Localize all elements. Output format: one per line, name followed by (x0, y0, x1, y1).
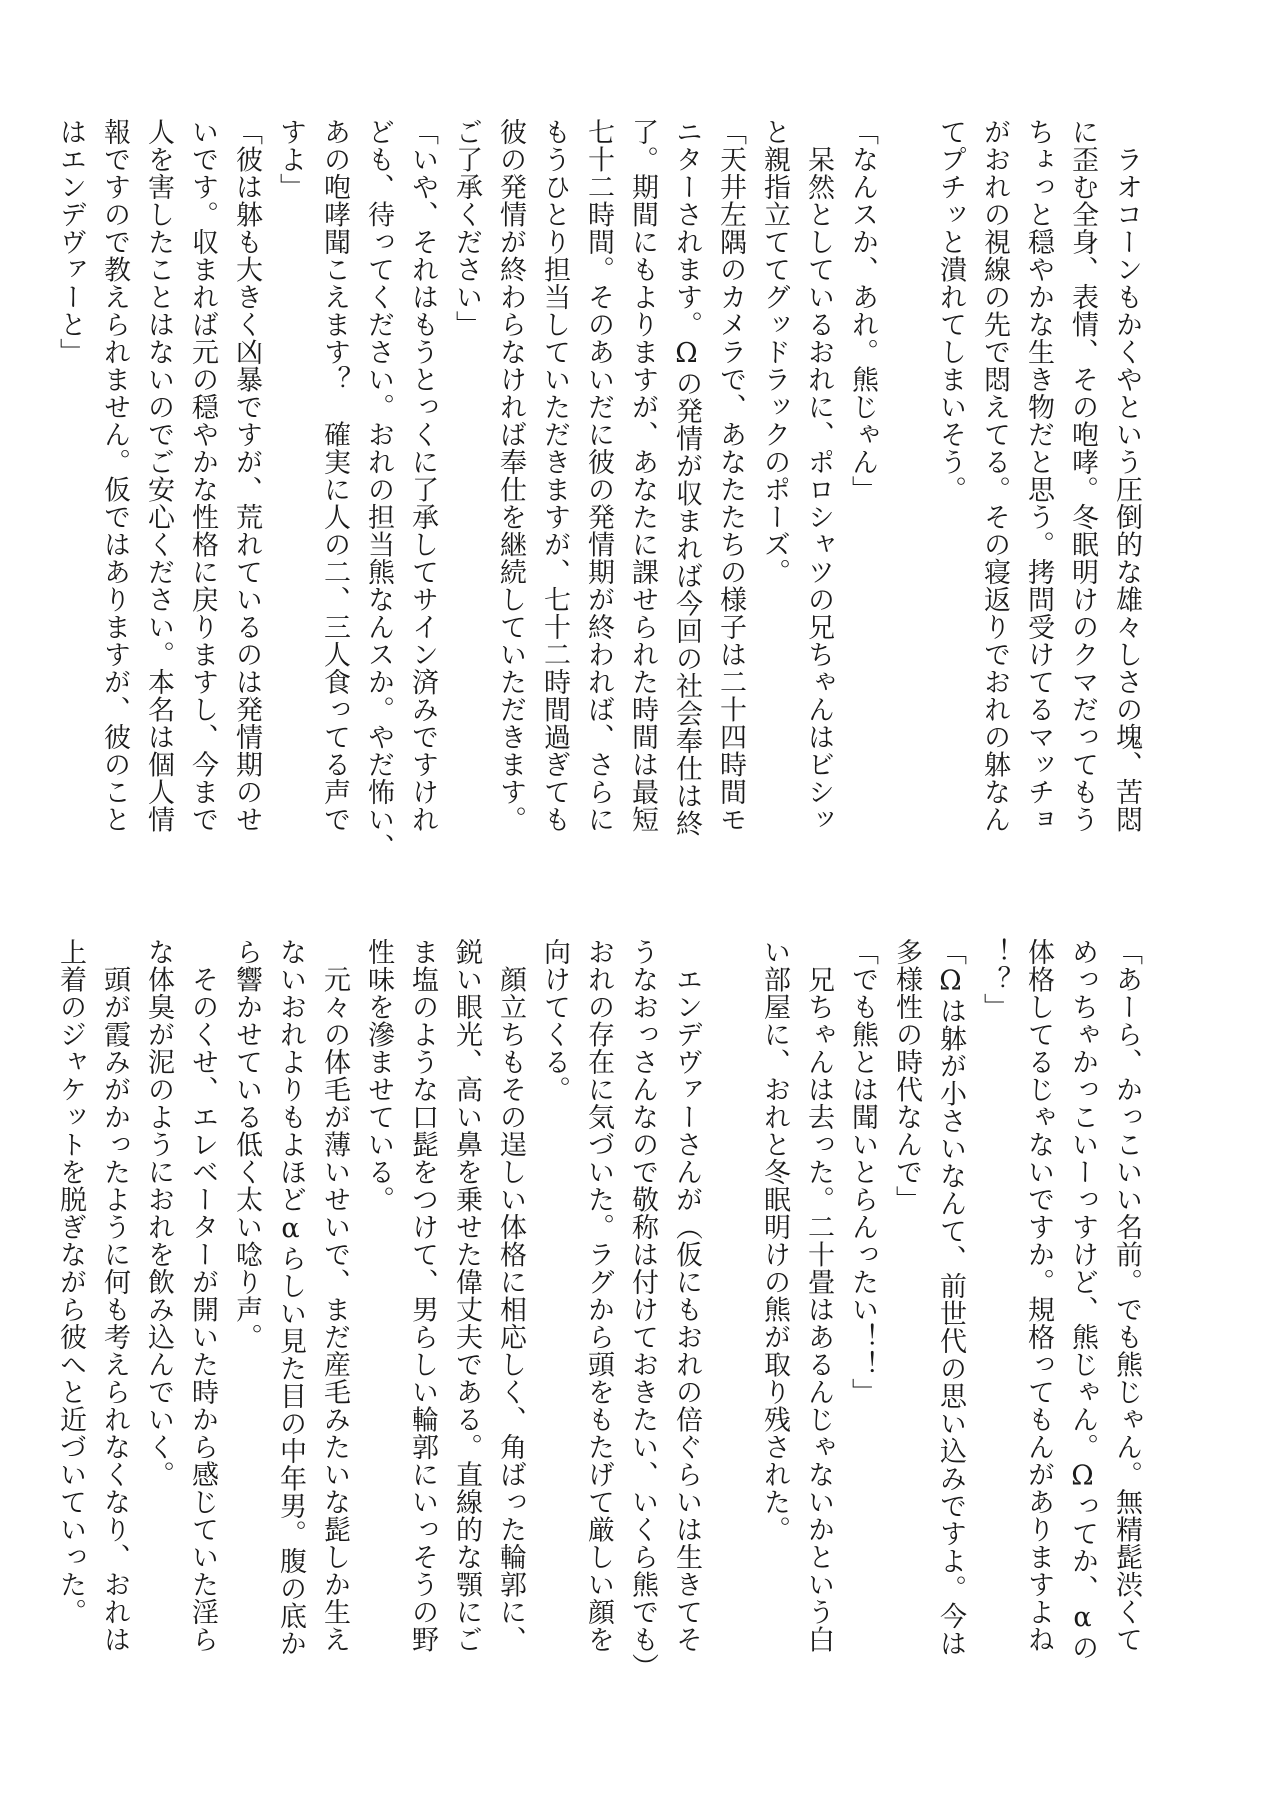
upper-text-block (55, 118, 1148, 893)
text-line: 元々の体毛が薄いせいで、まだ産毛みたいな髭しか生え (319, 938, 350, 1653)
text-line: 了。期間にもよりますが、あなたに課せられた時間は最短 (627, 118, 658, 833)
text-line: 「彼は躰も大きく凶暴ですが、荒れているのは発情期のせ (231, 118, 262, 833)
text-line: 体格してるじゃないですか。規格ってもんがありますよね (1023, 938, 1054, 1653)
text-line: 兄ちゃんは去った。二十畳はあるんじゃないかという白 (803, 938, 834, 1653)
text-line: ども、待ってください。おれの担当熊なんスか。やだ怖い、 (363, 118, 394, 861)
text-line: 向けてくる。 (539, 938, 570, 1103)
text-line: 「なんスか、あれ。熊じゃん」 (847, 118, 878, 503)
text-line: おれの存在に気づいた。ラグから頭をもたげて厳しい顔を (583, 938, 614, 1653)
text-line: 「あーら、かっこいい名前。でも熊じゃん。無精髭渋くて (1111, 938, 1142, 1653)
text-line: 「Ωは躰が小さいなんて、前世代の思い込みですよ。今は (935, 938, 966, 1657)
text-line: あの咆哮聞こえます？ 確実に人の二、三人食ってる声で (319, 118, 350, 833)
text-line: はエンデヴァーと」 (55, 118, 86, 366)
text-line: 多様性の時代なんで」 (891, 938, 922, 1213)
text-line: いです。収まれば元の穏やかな性格に戻りますし、今まで (187, 118, 218, 833)
text-line: 頭が霞みがかったように何も考えられなくなり、おれは (99, 938, 130, 1653)
text-line: うなおっさんなので敬称は付けておきたい、いくら熊でも） (627, 938, 658, 1681)
text-line: に歪む全身、表情、その咆哮。冬眠明けのクマだってもう (1067, 118, 1098, 833)
text-line: 性味を滲ませている。 (363, 938, 394, 1213)
text-line: 七十二時間。そのあいだに彼の発情期が終われば、さらに (583, 118, 614, 833)
text-line: てプチッと潰れてしまいそう。 (935, 118, 966, 503)
text-line: 「天井左隅のカメラで、あなたたちの様子は二十四時間モ (715, 118, 746, 833)
text-line: 呆然としているおれに、ポロシャツの兄ちゃんはビシッ (803, 118, 834, 833)
text-line: ちょっと穏やかな生き物だと思う。拷問受けてるマッチョ (1023, 118, 1054, 833)
text-line: がおれの視線の先で悶えてる。その寝返りでおれの躰なん (979, 118, 1010, 833)
text-line: 「でも熊とは聞いとらんったい！！」 (847, 938, 878, 1406)
lower-text-block (55, 938, 1148, 1713)
text-line: ま塩のような口髭をつけて、男らしい輪郭にいっそうの野 (407, 938, 438, 1653)
text-line: エンデヴァーさんが（仮にもおれの倍ぐらいは生きてそ (671, 938, 702, 1653)
text-line: ら響かせている低く太い唸り声。 (231, 938, 262, 1351)
text-line: ご了承ください」 (451, 118, 482, 338)
text-line: そのくせ、エレベーターが開いた時から感じていた淫ら (187, 938, 218, 1653)
text-line: ニターされます。Ωの発情が収まれば今回の社会奉仕は終 (671, 118, 702, 837)
text-line: な体臭が泥のようにおれを飲み込んでいく。 (143, 938, 174, 1488)
text-line: 彼の発情が終わらなければ奉仕を継続していただきます。 (495, 118, 526, 833)
text-line: もうひとり担当していただきますが、七十二時間過ぎても (539, 118, 570, 833)
text-line: 人を害したことはないのでご安心ください。本名は個人情 (143, 118, 174, 833)
text-line: ないおれよりもよほどαらしい見た目の中年男。腹の底か (275, 938, 306, 1657)
paragraph-break (884, 118, 928, 893)
text-line: 顔立ちもその逞しい体格に相応しく、角ばった輪郭に、 (495, 938, 526, 1653)
text-line: すよ」 (275, 118, 306, 201)
text-line: めっちゃかっこいーっすけど、熊じゃん。Ωってか、αの (1067, 938, 1098, 1661)
paragraph-break (708, 938, 752, 1713)
text-line: 「いや、それはもうとっくに了承してサイン済みですけれ (407, 118, 438, 833)
text-line: い部屋に、おれと冬眠明けの熊が取り残された。 (759, 938, 790, 1543)
text-line: ラオコーンもかくやという圧倒的な雄々しさの塊、苦悶 (1111, 118, 1142, 833)
text-line: ！？」 (979, 938, 1010, 1021)
text-line: と親指立ててグッドラックのポーズ。 (759, 118, 790, 586)
text-line: 報ですので教えられません。仮ではありますが、彼のこと (99, 118, 130, 833)
text-line: 上着のジャケットを脱ぎながら彼へと近づいていった。 (55, 938, 86, 1626)
text-line: 鋭い眼光、高い鼻を乗せた偉丈夫である。直線的な顎にご (451, 938, 482, 1653)
